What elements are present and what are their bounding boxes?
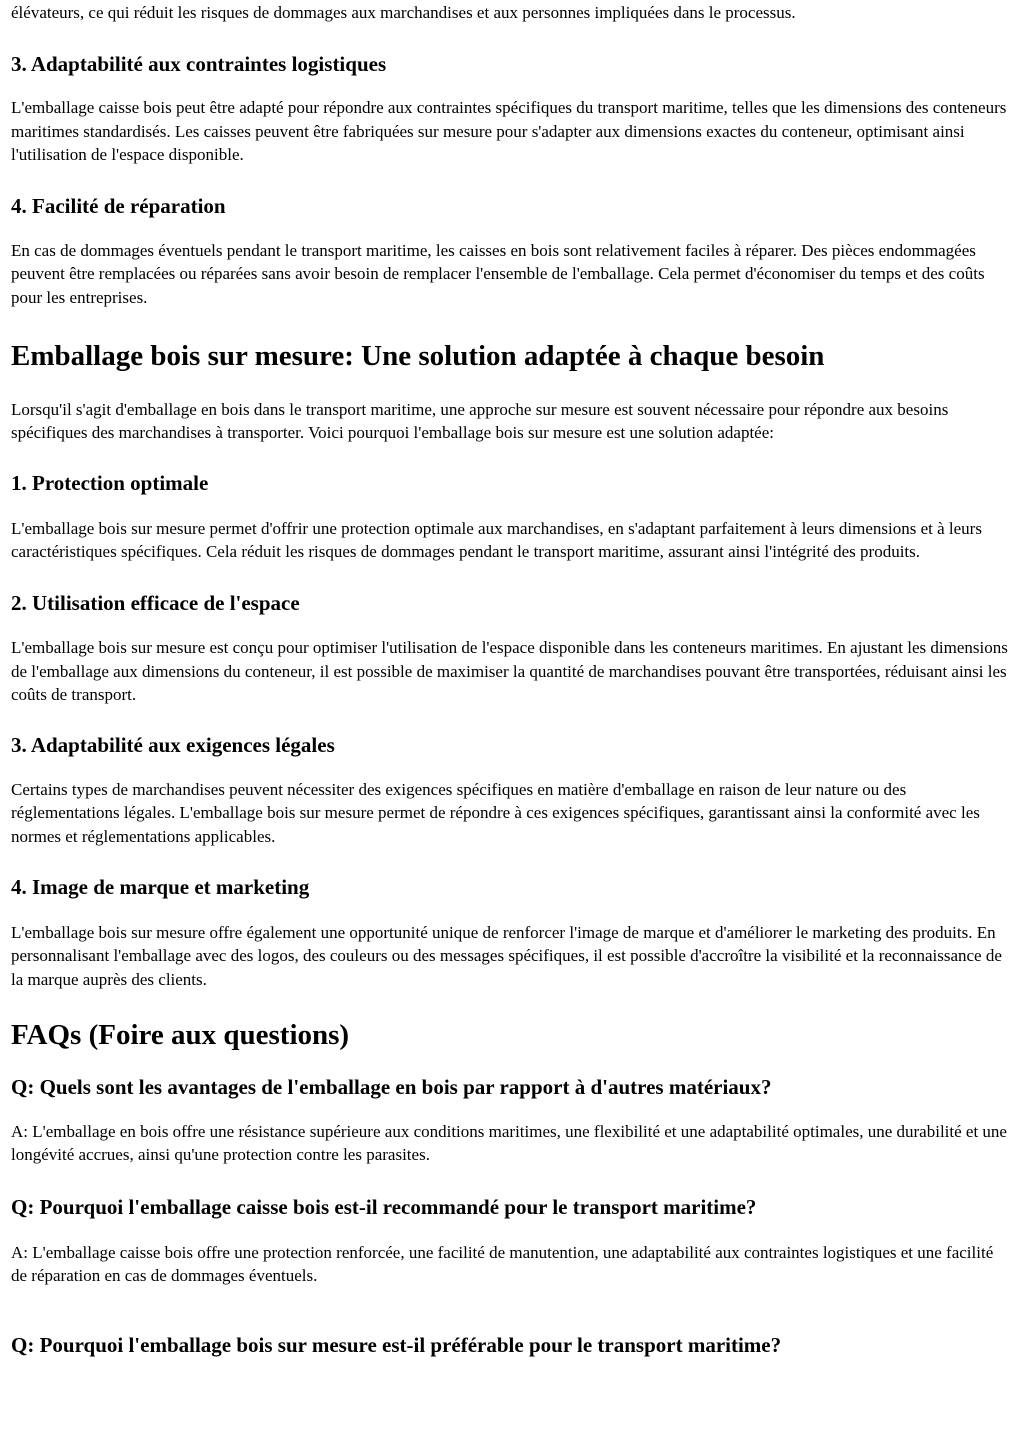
faq-answer-1: A: L'emballage en bois offre une résistance supérieure aux conditions maritimes, une flexibilité et une adaptabilité optimales, une durabilité et une longévité accrues, ainsi qu'une protection contre les parasites.	[11, 1121, 1007, 1165]
subsection-heading-marque: 4. Image de marque et marketing	[11, 875, 310, 900]
faq-question-1: Q: Quels sont les avantages de l'emballage en bois par rapport à d'autres matériaux?	[11, 1074, 772, 1099]
article-body	[11, 1, 1011, 1358]
subsection-heading-espace: 2. Utilisation efficace de l'espace	[11, 591, 300, 616]
subsection-paragraph-exigences: Certains types de marchandises peuvent nécessiter des exigences spécifiques en matière d'emballage en raison de leur nature ou des réglementations légales. L'emballage bois sur mesure permet de répondre à ces exigences spécifiques, garantissant ainsi la conformité avec les normes et réglementations applicables.	[11, 780, 980, 846]
faq-heading: FAQs (Foire aux questions)	[11, 1018, 350, 1051]
section-heading-caisse-3: 3. Adaptabilité aux contraintes logistiques	[11, 52, 387, 77]
subsection-paragraph-protection: L'emballage bois sur mesure permet d'offrir une protection optimale aux marchandises, en s'adaptant parfaitement à leurs dimensions et à leurs caractéristiques spécifiques. Cela réduit les risques de dommages pendant le transport maritime, assurant ainsi l'intégrité des produits.	[11, 518, 982, 561]
section-paragraph-caisse-4: En cas de dommages éventuels pendant le transport maritime, les caisses en bois sont relativement faciles à réparer. Des pièces endommagées peuvent être remplacées ou réparées sans avoir besoin de remplacer l'ensemble de l'emballage. Cela permet d'économiser du temps et des coûts pour les entreprises.	[11, 241, 985, 307]
section-paragraph-caisse-3: L'emballage caisse bois peut être adapté pour répondre aux contraintes spécifiques du transport maritime, telles que les dimensions des conteneurs maritimes standardisés. Les caisses peuvent être fabriquées sur mesure pour s'adapter aux dimensions exactes du conteneur, optimisant ainsi l'utilisation de l'espace disponible.	[11, 98, 1007, 164]
faq-question-3: Q: Pourquoi l'emballage bois sur mesure est-il préférable pour le transport maritime?	[11, 1333, 782, 1358]
intro-tail-paragraph: élévateurs, ce qui réduit les risques de dommages aux marchandises et aux personnes impliquées dans le processus.	[11, 3, 796, 22]
section-heading-sur-mesure: Emballage bois sur mesure: Une solution adaptée à chaque besoin	[11, 340, 825, 373]
section-intro-sur-mesure: Lorsqu'il s'agit d'emballage en bois dans le transport maritime, une approche sur mesure est souvent nécessaire pour répondre aux besoins spécifiques des marchandises à transporter. Voici pourquoi l'emballage bois sur mesure est une solution adaptée:	[11, 400, 949, 443]
faq-answer-2: A: L'emballage caisse bois offre une protection renforcée, une facilité de manutention, une adaptabilité aux contraintes logistiques et une facilité de réparation en cas de dommages éventuels.	[11, 1242, 994, 1285]
subsection-heading-protection: 1. Protection optimale	[11, 470, 209, 495]
section-heading-caisse-4: 4. Facilité de réparation	[11, 194, 226, 219]
faq-question-2: Q: Pourquoi l'emballage caisse bois est-il recommandé pour le transport maritime?	[11, 1194, 757, 1219]
subsection-paragraph-espace: L'emballage bois sur mesure est conçu pour optimiser l'utilisation de l'espace disponible dans les conteneurs maritimes. En ajustant les dimensions de l'emballage aux dimensions du conteneur, il est possible de maximiser la quantité de marchandises pouvant être transportées, réduisant ainsi les coûts de transport.	[11, 638, 1008, 704]
subsection-paragraph-marque: L'emballage bois sur mesure offre également une opportunité unique de renforcer l'image de marque et d'améliorer le marketing des produits. En personnalisant l'emballage avec des logos, des couleurs ou des messages spécifiques, il est possible d'accroître la visibilité et la reconnaissance de la marque auprès des clients.	[11, 923, 1002, 989]
subsection-heading-exigences: 3. Adaptabilité aux exigences légales	[11, 733, 335, 758]
